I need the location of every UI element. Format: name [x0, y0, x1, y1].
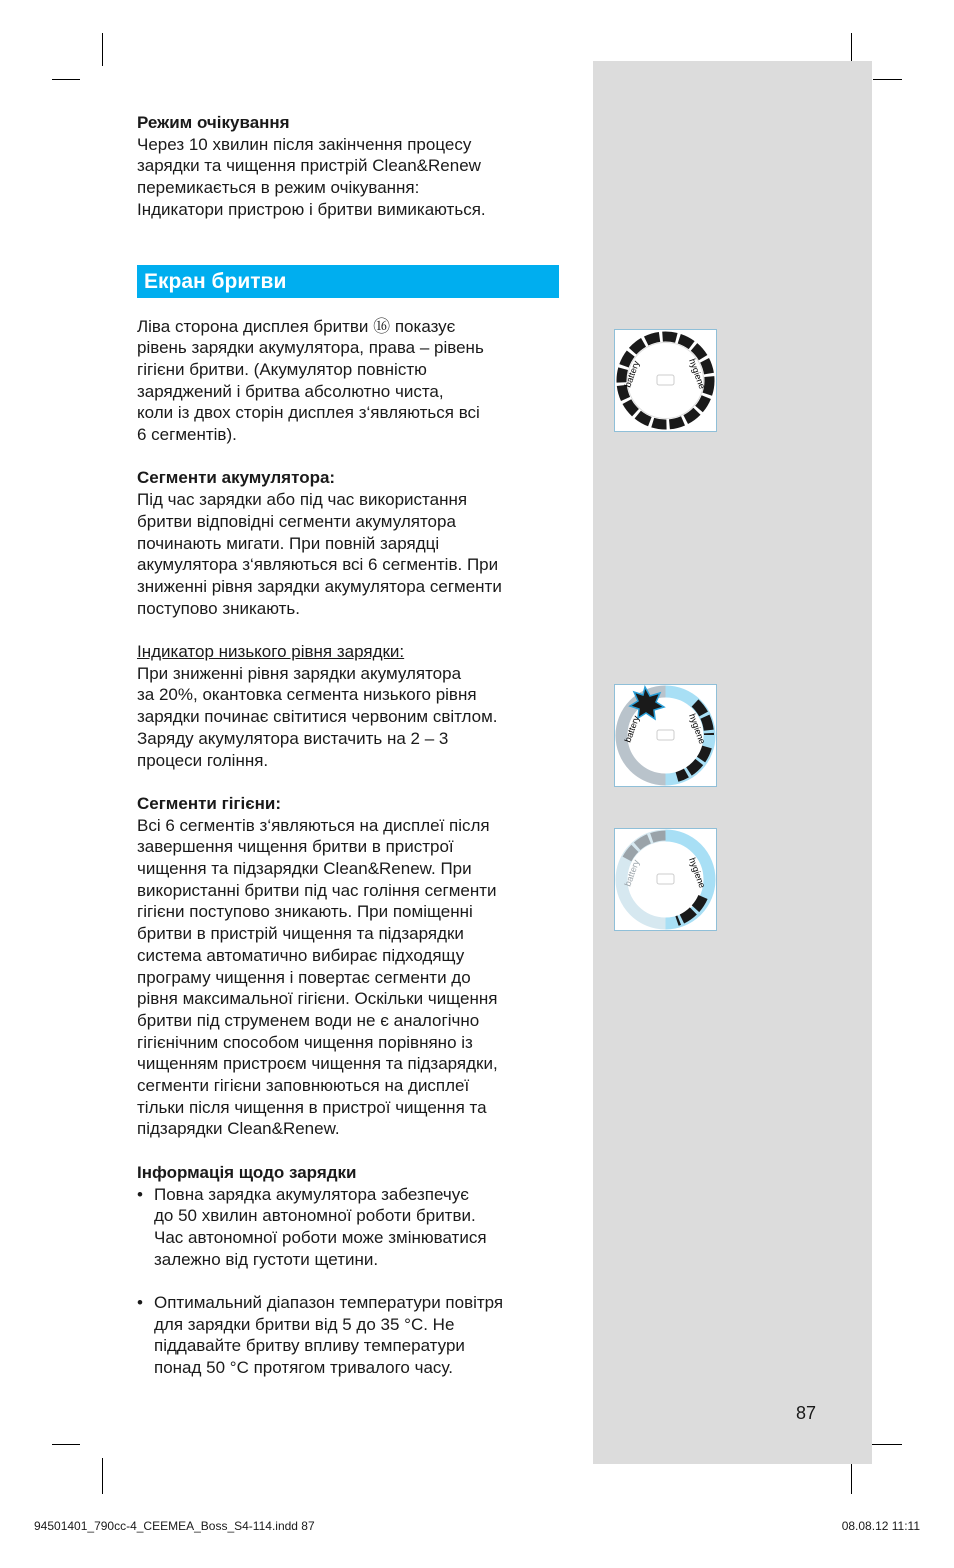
- text-line: сегменти гігієни заповнюються на дисплеї: [137, 1076, 470, 1096]
- hygiene-segments-title: Сегменти гігієни:: [137, 793, 281, 813]
- text-line: для зарядки бритви від 5 до 35 °C. Не: [154, 1314, 455, 1334]
- text-line: Через 10 хвилин після закінчення процесу: [137, 134, 472, 154]
- text-line: Повна зарядка акумулятора забезпечує: [154, 1184, 469, 1204]
- text-line: Під час зарядки або під час використання: [137, 490, 468, 510]
- charging-info-title: Інформація щодо зарядки: [137, 1162, 357, 1182]
- text-line: піддавайте бритву впливу температури: [154, 1336, 465, 1356]
- hygiene-label: hygiene: [687, 357, 708, 391]
- text-line: коли із двох сторін дисплея з‘являються всі: [137, 403, 480, 423]
- text-line: бритви відповідні сегменти акумулятора: [137, 511, 456, 531]
- text-line: використанні бритви під час гоління сегменти: [137, 880, 497, 900]
- text-line: акумулятора з‘являються всі 6 сегментів. При: [137, 555, 499, 575]
- text-line: починають мигати. При повній зарядці: [137, 533, 440, 553]
- text-line: Всі 6 сегментів з‘являються на дисплеї після: [137, 815, 490, 835]
- bullet-item: [137, 1184, 562, 1271]
- text-line: тільки після чищення в пристрої чищення та: [137, 1097, 487, 1117]
- display-dial-icon: [615, 330, 716, 431]
- text-line: 6 сегментів).: [137, 425, 237, 445]
- text-line: Заряду акумулятора вистачить на 2 – 3: [137, 728, 449, 748]
- section-heading: Екран бритви: [137, 265, 559, 298]
- text-line: програму чищення і повертає сегменти до: [137, 967, 471, 987]
- low-charge-title: Індикатор низького рівня зарядки:: [137, 642, 405, 662]
- text-line: рівня максимальної гігієни. Оскільки чищення: [137, 989, 498, 1009]
- text-line: Оптимальний діапазон температури повітря: [154, 1293, 504, 1313]
- text-line: перемикається в режим очікування:: [137, 178, 420, 198]
- standby-text: [137, 134, 562, 221]
- text-line: бритви під струменем води не є аналогічно: [137, 1010, 480, 1030]
- text-line: поступово зникають.: [137, 598, 301, 618]
- text-line: заряджений і бритва абсолютно чиста,: [137, 381, 444, 401]
- text-line: рівень зарядки акумулятора, права – рівень: [137, 338, 484, 358]
- text-line: гігієни поступово зникають. При поміщенні: [137, 902, 473, 922]
- bullet-item: [137, 1292, 562, 1379]
- text-line: Ліва сторона дисплея бритви ⑯ показує: [137, 316, 456, 336]
- bullet-icon: •: [137, 1184, 143, 1204]
- text-line: При зниженні рівня зарядки акумулятора: [137, 663, 462, 683]
- crop-mark: [102, 33, 103, 66]
- page-number: 87: [796, 1403, 817, 1423]
- text-line: Час автономної роботи може змінюватися: [154, 1227, 487, 1247]
- text-line: гігієни бритви. (Акумулятор повністю: [137, 359, 427, 379]
- standby-title: Режим очікування: [137, 113, 290, 132]
- battery-label: battery: [622, 858, 642, 888]
- hygiene-label: hygiene: [687, 856, 708, 890]
- battery-segments-text: [137, 489, 562, 619]
- text-line: завершення чищення бритви в пристрої: [137, 837, 454, 857]
- main-column: [137, 112, 562, 1379]
- intro-text: [137, 316, 562, 446]
- text-line: зарядки починає світитися червоним світлом.: [137, 707, 498, 727]
- battery-label: battery: [622, 359, 642, 389]
- text-line: процеси гоління.: [137, 750, 269, 770]
- text-line: Індикатори пристрою і бритви вимикаються.: [137, 199, 486, 219]
- text-line: гігієнічним способом чищення порівняно із: [137, 1032, 473, 1052]
- crop-mark: [52, 79, 80, 80]
- text-line: залежно від густоти щетини.: [154, 1249, 379, 1269]
- text-line: зниженні рівня зарядки акумулятора сегменти: [137, 576, 502, 596]
- text-line: понад 50 °C протягом тривалого часу.: [154, 1358, 453, 1378]
- shaver-display-full: [614, 329, 717, 432]
- display-dial-icon: [615, 829, 716, 930]
- text-line: чищенням пристроєм чищення та підзарядки,: [137, 1054, 498, 1074]
- battery-label: battery: [622, 714, 642, 744]
- low-charge-text: [137, 663, 562, 772]
- text-line: чищення та підзарядки Clean&Renew. При: [137, 859, 472, 879]
- text-line: система автоматично вибирає підходящу: [137, 945, 465, 965]
- text-line: зарядки та чищення пристрій Clean&Renew: [137, 156, 481, 176]
- text-line: до 50 хвилин автономної роботи бритви.: [154, 1206, 476, 1226]
- text-line: підзарядки Clean&Renew.: [137, 1119, 340, 1139]
- crop-mark: [52, 1444, 80, 1445]
- text-line: за 20%, окантовка сегмента низького рівня: [137, 685, 477, 705]
- bullet-icon: •: [137, 1293, 143, 1313]
- shaver-display-low-charge: [614, 684, 717, 787]
- footer-date-time: 08.08.12 11:11: [841, 1519, 920, 1533]
- hygiene-segments-text: [137, 815, 562, 1141]
- footer-file-info: 94501401_790cc-4_CEEMEA_Boss_S4-114.indd 87: [34, 1519, 315, 1533]
- battery-segments-title: Сегменти акумулятора:: [137, 468, 336, 488]
- hygiene-label: hygiene: [687, 712, 708, 746]
- text-line: бритви в пристрій чищення та підзарядки: [137, 924, 464, 944]
- display-dial-icon: [615, 685, 716, 786]
- crop-mark: [102, 1458, 103, 1494]
- crop-mark: [873, 79, 902, 80]
- shaver-display-hygiene: [614, 828, 717, 931]
